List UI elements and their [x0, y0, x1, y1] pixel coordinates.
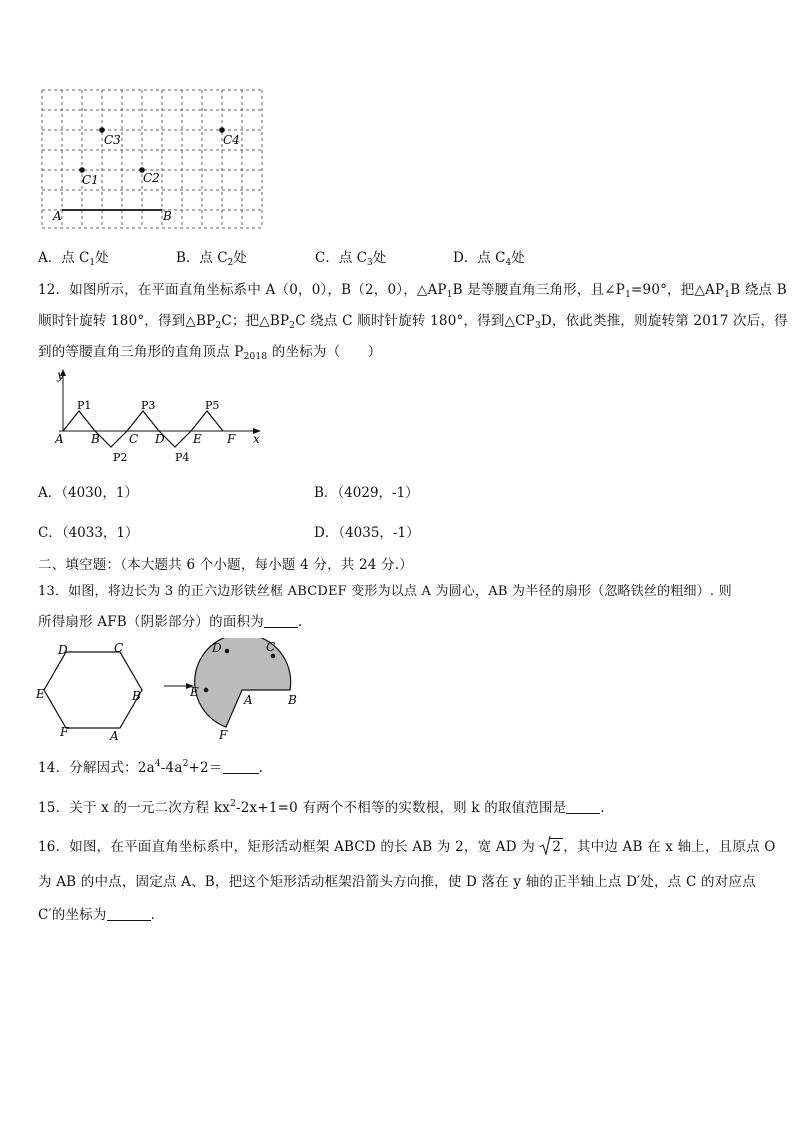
y-axis-label: y [57, 368, 64, 382]
hex-label-a: A [110, 729, 119, 742]
label-c1: C1 [82, 173, 99, 187]
hexagon [44, 652, 142, 728]
label-c3: C3 [104, 133, 121, 147]
q13-answer-blank[interactable] [264, 613, 298, 628]
grid-lines [42, 90, 262, 228]
q11-grid-figure [40, 88, 265, 230]
q13-line-2: 所得扇形 AFB（阴影部分）的面积为 . [38, 614, 303, 630]
label-a: A [53, 209, 62, 223]
q11-option-c[interactable]: C．点 $C_3$处 [315, 250, 387, 268]
q13-hexagon-sector-figure [36, 638, 302, 742]
sector-point-e [204, 688, 209, 693]
point-label-d: D [155, 432, 165, 446]
label-c4: C4 [223, 133, 240, 147]
label-c2: C2 [143, 171, 160, 185]
q12-line-1: 12．如图所示，在平面直角坐标系中 A（0，0），B（2，0），$\triangle AP_1B$ 是等腰直角三角形，且$\angle P_1=90^\circ$，把$\triangle AP_1B$ 绕点 B [38, 282, 787, 300]
sector-point-d [225, 649, 230, 654]
q16-answer-blank[interactable] [107, 906, 151, 921]
sector-label-c: C [266, 640, 276, 654]
sector-label-b: B [288, 693, 297, 707]
hex-label-f: F [60, 725, 69, 739]
point-c4 [219, 127, 225, 133]
point-label-b: B [91, 432, 100, 446]
point-label-a: A [55, 432, 64, 446]
q16-line-2: 为 AB 的中点，固定点 A、B，把这个矩形活动框架沿箭头方向推，使 D 落在 y 轴的正半轴上点 D′处，点 C 的对应点 [38, 874, 756, 890]
q13-line-1: 13．如图，将边长为 3 的正六边形铁丝框 ABCDEF 变形为以点 A 为圆心，AB 为半径的扇形（忽略铁丝的粗细）. 则 [38, 584, 732, 599]
hex-label-b: B [132, 689, 141, 703]
q16-line-3: C′的坐标为 . [38, 907, 156, 923]
q16-line-1: 16．如图，在平面直角坐标系中，矩形活动框架 ABCD 的长 AB 为 2，宽 AD 为 2 ，其中边 AB 在 x 轴上，且原点 O [38, 837, 776, 857]
x-axis-label: x [253, 432, 260, 446]
section-2-heading: 二、填空题：（本大题共 6 个小题，每小题 4 分，共 24 分.） [38, 557, 413, 573]
point-c3 [99, 127, 105, 133]
point-label-c: C [129, 432, 139, 446]
q15-line: 15．关于 x 的一元二次方程 $kx^2-2x+1=0$ 有两个不相等的实数根，则 k 的取值范围是 . [38, 799, 605, 816]
sector-point-c [271, 654, 276, 659]
point-label-f: F [227, 432, 236, 446]
label-p3: P3 [141, 399, 156, 412]
q15-answer-blank[interactable] [566, 799, 600, 814]
label-p2: P2 [113, 451, 128, 464]
point-label-e: E [193, 432, 202, 446]
q11-option-a[interactable]: A．点 $C_1$处 [38, 250, 109, 268]
q12-zigzag-figure [55, 367, 267, 467]
point-c1 [79, 167, 85, 173]
sector-label-f: F [219, 728, 228, 742]
q11-option-b[interactable]: B．点 $C_2$处 [176, 250, 247, 268]
hex-label-e: E [36, 687, 45, 701]
q11-option-d[interactable]: D．点 $C_4$处 [453, 250, 525, 268]
sector-label-a: A [244, 693, 253, 707]
q12-option-b[interactable]: B．（4029，-1） [314, 485, 419, 501]
label-b: B [163, 209, 172, 223]
sqrt-two: 2 [539, 837, 563, 857]
label-p5: P5 [205, 399, 220, 412]
hex-label-c: C [114, 641, 124, 655]
q12-option-d[interactable]: D．（4035，-1） [314, 525, 420, 541]
sector-afb [195, 638, 291, 727]
q12-line-2: 顺时针旋转 180°，得到$\triangle BP_2C$；把$\triangle BP_2C$ 绕点 C 顺时针旋转 180°，得到$\triangle CP_3D$，依此类推，则旋转第 2017 次后，得 [38, 313, 788, 331]
q14-line: 14．分解因式：$2a^4-4a^2+2=$ . [38, 759, 264, 776]
hex-label-d: D [58, 643, 68, 657]
q12-line-3: 到的等腰直角三角形的直角顶点 $P_{2018}$ 的坐标为（ ） [38, 344, 382, 362]
sector-label-e: E [190, 685, 199, 699]
label-p4: P4 [175, 451, 190, 464]
q12-option-c[interactable]: C．（4033，1） [38, 525, 139, 541]
sector-label-d: D [212, 641, 222, 655]
q14-answer-blank[interactable] [223, 759, 259, 774]
label-p1: P1 [77, 399, 92, 412]
q12-option-a[interactable]: A．（4030，1） [38, 485, 138, 501]
